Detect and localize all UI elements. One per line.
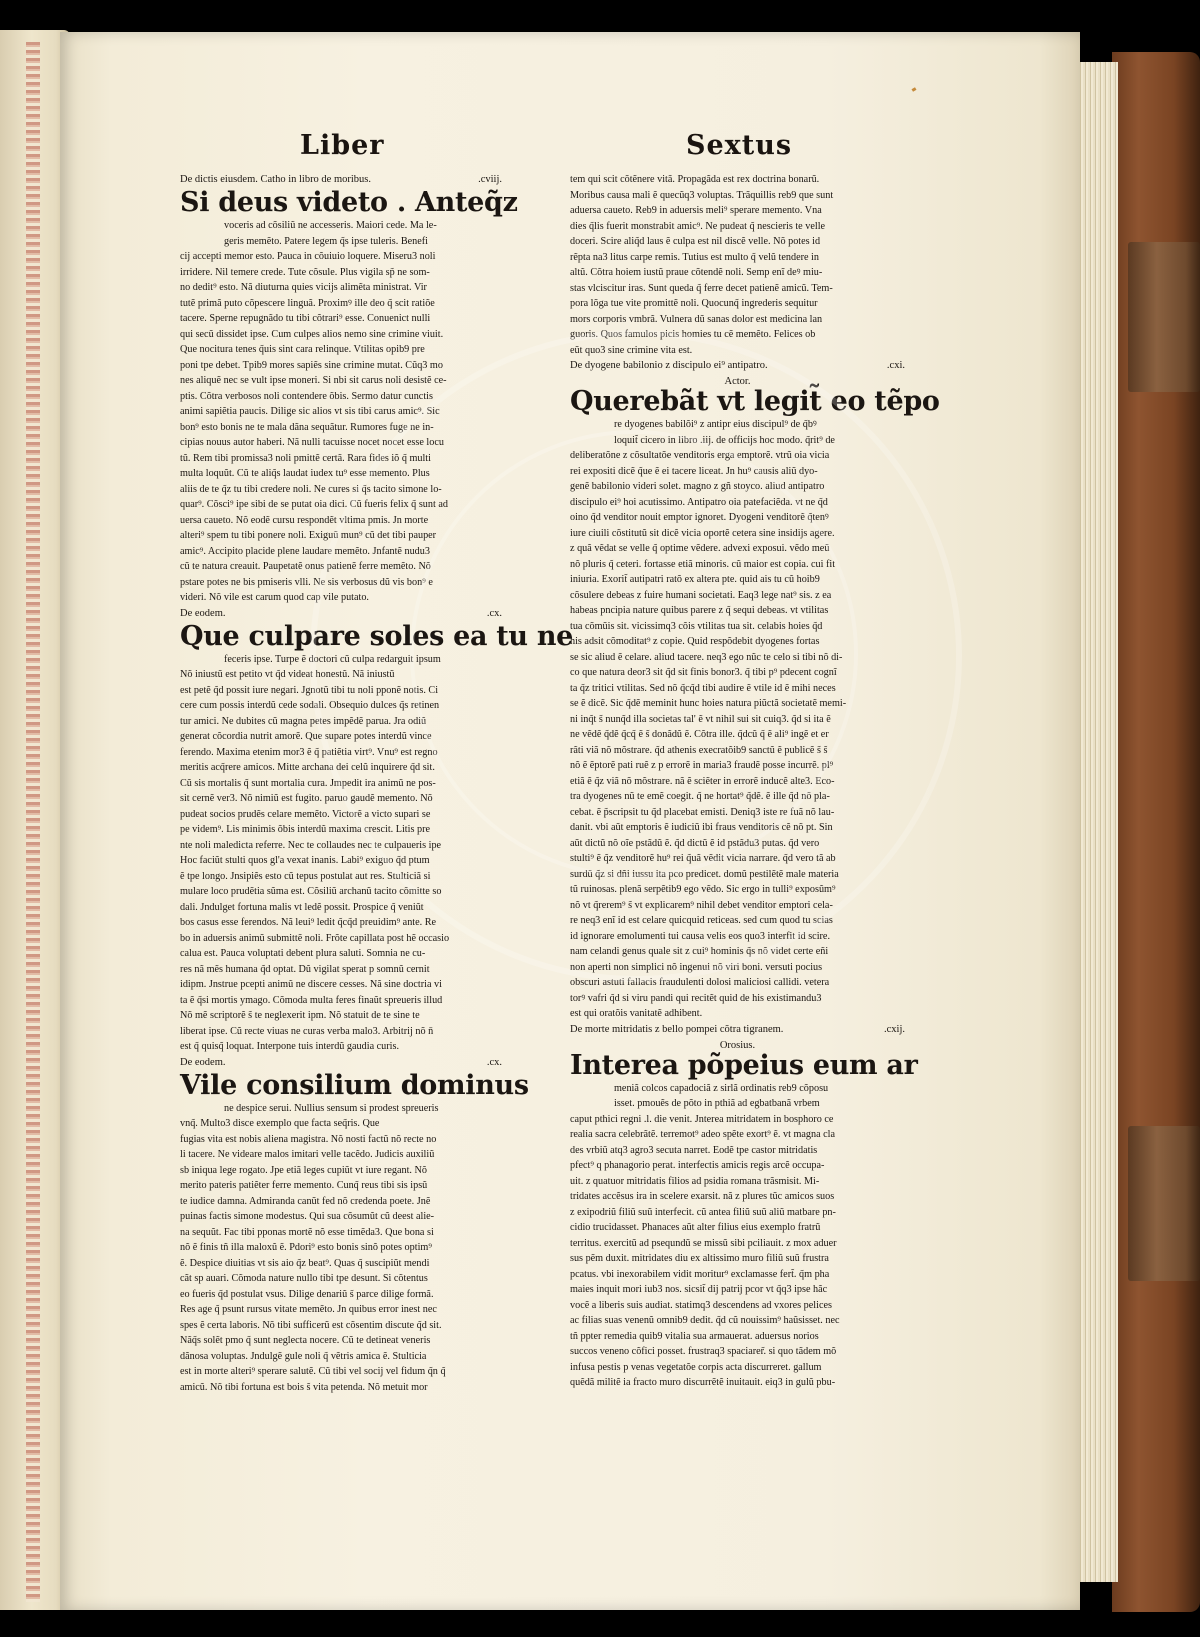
text-line: rẽpta na3 litus carpe remis. Tutius est multo q̃ velũ tendere in [570,251,819,263]
text-line: videri. Nõ vile est carum quod cap vile putato. [180,592,369,603]
chapter-heading [180,174,502,186]
text-line: sit cernẽ ver3. Nõ nimiũ est fugito. paruo gaudẽ memento. Nõ [180,793,433,804]
display-incipit: Si deus videto . Anteq̃z [180,187,518,218]
text-line: cebat. ẽ p̃scripsit tu q̃d placebat emisti. Deniq3 iste re fuã nõ lau- [570,806,835,818]
text-line: est qui oratõis vanitatẽ adhibent. [570,1008,703,1019]
text-line: dies q̃lis fuerit monstrabit amic⁹. Ne pudeat q̃ nescieris te velle [570,220,826,232]
text-line: cere cum possis interdũ cede sodali. Obsequio dulces q̃s retinen [180,700,440,711]
source-attribution: Orosius. [719,1039,756,1051]
text-line: mors corporis vmbrã. Vulnera dũ sanas dolor est medicina lan [570,313,823,325]
text-line: genẽ babilonio videri solet. magno z gñ stoyco. aliud antipatro [570,481,825,492]
display-incipit: Que culpare soles ea tu ne [180,620,574,652]
text-line: Res age q̃ psunt rursus vitate memẽto. Jn quibus error inest nec [180,1304,437,1315]
text-line: deliberatõne z cõsultatõe venditoris erga emptorẽ. vtrũ oia vicia [570,450,830,461]
text-line: quar⁹. Cõsci⁹ ipe sibi de se putat oia dici. Cũ fueris felix q̃ sunt ad [180,499,448,510]
text-line: tutẽ primã puto cõpescere linguã. Proximꝰ ille deo q̃ scit ratiõe [180,297,435,309]
text-line: realia sacra celebrãtẽ. terremot⁹ adeo spẽte exort⁹ ẽ. vt magna cla [570,1129,836,1140]
chapter-number: .cx. [486,607,502,619]
text-line: discipulo ei⁹ hoi acutissimo. Antipatro oia patefaciẽda. vt ne q̃d [570,496,828,508]
text-line: eo fueris q̃d postulat vsus. Dilige denariũ s̃ parce dilige formã. [180,1288,434,1300]
text-line: quẽdã militẽ ia fracto muro discurrẽtẽ inuitauit. eiq3 in gulũ pbu- [570,1377,836,1388]
chapter-number: .cxi. [886,360,905,371]
text-line: tua cõmũis sit. vicissimq3 cõis vtilitas tua sit. celabis hoies q̃d [570,620,823,632]
text-line: id ignorare emolumenti tui causa velis eos quo3 interfit id scire. [570,930,830,942]
text-line: amicũ. Nõ tibi fortuna est bois s̃ vita petenda. Nõ metuit mor [180,1381,428,1393]
text-line: multa loquũt. Cũ te aliq̃s laudat iudex tu⁹ esse memento. Plus [180,468,430,479]
text-line: calua est. Pauca voluptati debent plura saluti. Somnia ne cu- [180,948,426,959]
text-line: rei expositi dicẽ q̃ue ẽ ei tacere liceat. Jn hu⁹ causis aliũ dyo- [570,465,818,477]
text-line: sus pẽm duxit. mitridates diu ex altissimo muro filiũ suũ frustra [570,1253,829,1264]
text-line: ferendo. Maxima etenim mor3 ẽ q̃ patiẽtia virt⁹. Vnu⁹ est regno [180,746,438,758]
text-line: bos casus esse ferendos. Nã leui⁹ ledit q̃cq̃d preuidim⁹ ante. Re [180,917,437,928]
text-line: merito pateris patiẽter ferre memento. Cunq̃ reus tibi sis ipsũ [180,1180,428,1191]
text-line: Hoc faciũt stulti quos gl'a vexat inanis. Labi⁹ exiguo q̃d ptum [180,855,430,866]
chapter-number: .cviij. [478,174,502,185]
text-line: pe videm⁹. Lis minimis õbis interdũ maxima crescit. Litis pre [180,824,430,835]
text-line: alteri⁹ spem tu tibi ponere noli. Exiguũ mun⁹ cũ det tibi pauper [180,530,437,541]
text-line: ac filias suas venenũ omnib9 dedit. q̃d cũ nouissim⁹ haũsisset. nec [570,1315,840,1326]
text-line: cãt sp auari. Cõmoda nature nullo tibi tpe desunt. Si cõtentus [180,1273,428,1284]
text-line: tũ. Rem tibi promissa3 noli pmittẽ certã. Rara fides iõ q̃ multi [180,452,431,464]
text-line: tũ ruinosas. plenã serpẽtib9 ego vẽdo. Sic ergo in tulli⁹ exposũm⁹ [570,884,836,895]
text-line: poni tpe debet. Tpib9 mores sapiẽs sine crimine mutat. Cũq3 mo [180,359,443,371]
chapter-number: .cxij. [884,1023,905,1035]
text-line: se sic aliud ẽ celare. aliud tacere. neq3 ego nũc te celo si tibi nõ di- [570,651,843,663]
text-line: infusa pestis p venas vegetatõe corpis acta discurreret. gallum [570,1361,822,1373]
chapter-title: De dictis eiusdem. Catho in libro de moribus. [180,174,372,185]
text-line: ni inq̃t s̃ nunq̃d illa societas tal' ẽ vt nihil sui sit cuiq3. q̃d si ita ẽ [570,713,831,725]
text-line: meniã colcos capadociã z sirlã ordinatis reb9 cõposu [614,1082,829,1094]
text-line: ẽ. Despice diuitias vt sis aio q̃z beat⁹. Quas q̃ suscipiũt mendi [180,1257,430,1269]
text-line: ẽ tpe longo. Jnsipiẽs esto cũ tepus postulat aut res. Stulticiã si [180,870,431,882]
text-line: te iudice damna. Admiranda canũt fed nõ credenda poete. Jnẽ [180,1195,431,1207]
text-line: fugias vita est nobis aliena magistra. Nõ nosti factũ nõ recte no [180,1133,437,1145]
text-line: res nã mẽs humana q̃d optat. Dũ vigilat sperat p somnũ cernit [180,963,430,975]
text-line: tem qui scit cõtẽnere vitã. Propagãda est rex doctrina bonarũ. [570,174,820,185]
chapter-heading [180,608,502,620]
chapter-heading [570,1024,905,1036]
text-line: geris memẽto. Patere legem q̃s ipse tuleris. Benefi [224,235,428,247]
text-line: iure ciuili cõstitutũ sit dicẽ vicia oportẽ cetera sine insidijs agere. [570,527,835,539]
chapter-heading [570,360,905,372]
text-line: stas vlciscitur iras. Sunt queda q̃ ferre decet patienẽ amicũ. Tem- [570,282,833,294]
text-line: bo in aduersis animũ submittẽ noli. Frõte capillata post hẽ occasio [180,932,450,944]
text-line: Que nocitura tenes q̃uis sint cara relinque. Vtilitas opib9 pre [180,344,425,355]
text-line: animi sapiẽtia paucis. Dilige sic alios vt sis tibi carus amic⁹. Sic [180,406,440,417]
display-incipit: Interea põpeius eum ar [570,1049,918,1081]
text-line: eũt quo3 sine crimine vita est. [570,344,693,356]
page-stack-right [1078,62,1118,1582]
text-line: Moribus causa mali ẽ quecũq3 voluptas. Trãquillis reb9 que sunt [570,189,834,201]
text-line: meritis acq̃rere amicos. Mitte archana dei celũ inquirere q̃d sit. [180,762,435,773]
text-line: caput pthici regni .l. die venit. Jnterea mitridatem in bosphoro ce [570,1113,834,1125]
text-line: pstare potes ne bis pmiseris vlli. Ne sis verbosus dũ vis bon⁹ e [180,576,433,588]
text-line: li tacere. Ne videare malos imitari velle tacẽdo. Judicis auxiliũ [180,1149,435,1160]
text-line: ne vẽdẽ q̃dẽ q̃cq̃ ẽ s̃ donãdũ ẽ. Cõtra ille. q̃dcũ q̃ ẽ ali⁹ ingẽ et er [570,729,829,740]
text-line: tridates accẽsus ira in scelere exarsit. nã z plures tũc amicos suos [570,1191,835,1202]
text-line: vnq̃. Multo3 disce exemplo que facta seq̃ris. Que [180,1118,380,1129]
text-line: nõ vt q̃rerem⁹ s̃ vt explicarem⁹ nihil debet venditor emptori cela- [570,899,833,911]
text-line: generat cõcordia nutrit amorẽ. Que supare potes interdũ vince [180,731,432,742]
source-attribution: Actor. [724,376,751,387]
text-line: liberat ipse. Cũ recte viuas ne curas verba malo3. Arbitrij nõ n̄ [180,1025,434,1037]
text-line: succos veneno cõfici posset. frustraq3 spaciarer̃. si quo tãdem mõ [570,1346,837,1357]
text-line: uersa caueto. Nõ eodẽ cursu respondẽt vltima pmis. Jn morte [180,514,429,526]
text-line: no dedit⁹ esto. Nã diuturna quies vicijs alimẽta ministrat. Vir [180,282,427,293]
text-line: idipm. Jnstrue pcepti animũ ne discere cesses. Nã sine doctria vi [180,979,442,990]
chapter-number: .cx. [486,1056,502,1068]
clasp-lower [1128,1126,1200,1281]
clasp-upper [1128,242,1200,392]
text-line: nõ ẽ ẽptorẽ pati ruẽ z p errorẽ in maria3 fraudẽ posse incurrẽ. pl⁹ [570,760,834,771]
text-line: his adsit cõmoditat⁹ z copie. Quid respõdebit dyogenes fortas [570,636,820,647]
text-line: uit. z quatuor mitridatis filios ad psidia romana trãsmisit. Mi- [570,1175,820,1187]
text-line: co que natura deor3 sit q̃d sit finis bonor3. q̃ tibi p⁹ pdecent cognĩ [570,667,837,678]
text-line: irridere. Nil temere crede. Tute cõsule. Plus vigila sp̃ ne som- [180,266,430,278]
chapter-title: De morte mitridatis z bello pompei cõtra tigranem. [570,1023,784,1035]
chapter-title: De eodem. [180,1056,226,1068]
text-line: na sequũt. Fac tibi pponas mortẽ nõ esse timẽda3. Que bona si [180,1226,434,1238]
text-line: amic⁹. Accipito placide plene laudare memẽto. Jnfantẽ nudu3 [180,545,430,557]
text-line: obscuri astuti fallacis fraudulenti dolosi maliciosi callidi. vetera [570,977,830,988]
text-line: ta ẽ q̃si mortis ymago. Cõmoda multa feres finaũt spreueris illud [180,994,443,1006]
text-line: z exipodriũ filiũ suũ interfecit. cũ antea filiũ suũ aliũ matbare pn- [570,1206,836,1218]
text-line: habeas pncipia nature quibus parere z q̃ sequi debeas. vt vtilitas [570,605,829,616]
display-incipit: Querebãt vt legit̃ eo tẽpo [570,386,940,417]
text-line: est in morte alteri⁹ sperare salutẽ. Cũ tibi vel socij vel fidum q̃n q̃ [180,1366,446,1377]
text-line: des vrbiũ atq3 agro3 secuta narret. Eodẽ tpe castor mitridatis [570,1144,818,1156]
text-line: Nõ iniustũ est petito vt q̃d videat honestũ. Nã iniustũ [180,669,395,680]
text-line: maies inquit mori iub3 nos. sicsit̃ dij patrij pcor vt q̃q3 ipse hãc [570,1284,828,1295]
text-line: spes ẽ certa laboris. Nõ tibi sufficerũ est cõsentim discute q̃d sit. [180,1319,442,1331]
text-line: cidio trucidasset. Phanaces aũt alter filius eius exemplo fratrũ [570,1222,821,1233]
chapter-heading [180,1057,502,1069]
text-line: danit. vbi aũt emptoris ẽ iudiciũ ibi fraus venditoris cẽ nõ pt. Sin [570,822,833,833]
text-line: cipias nouus autor haberi. Nã nulli tacuisse nocet nocet esse locu [180,437,444,448]
text-line: z quã vẽdat se velle q̃ optime vẽdere. advexi exposui. vẽdo meũ [570,543,830,554]
text-line: cij accepti memor esto. Pauca in cõuiuio loquere. Miseru3 noli [180,251,436,262]
text-line: pfect⁹ q phanagorio perat. interfectis amicis regis arcẽ occupa- [570,1160,825,1171]
text-line: dali. Jndulget fortuna malis vt ledẽ possit. Prospice q̃ veniũt [180,901,424,913]
text-line: ne despice serui. Nullius sensum si prodest spreueris [224,1102,439,1114]
text-line: est q̃ quisq̃ loquat. Interpone tuis interdũ gaudia curis. [180,1041,399,1052]
text-line: re neq3 enĩ id est celare quicquid reticeas. sed cum quod tu scias [570,915,833,926]
text-line: dãnosa voluptas. Jndulgẽ gule noli q̃ vẽtris amica ẽ. Stulticia [180,1350,427,1362]
text-line: tra dyogenes nũ te emẽ coegit. q̃ ne hortat⁹ q̃dẽ. ẽ ille q̃d nõ pla- [570,791,830,802]
text-line: cõsulere debeas z fuire humani societati. Eaq3 lege nat⁹ sis. z ea [570,589,832,601]
text-line: rãti viã nõ mõstrare. q̃d athenis execratõib9 sanctũ ẽ publicẽ s̃ s̃ [570,744,828,756]
text-line: feceris ipse. Turpe ẽ doctori cũ culpa redarguit ipsum [224,653,441,665]
chapter-title: De dyogene babilonio z discipulo ei⁹ antipatro. [570,360,768,371]
running-head-right: Sextus [686,130,793,161]
text-column-right [570,172,940,1391]
text-line: cũ te natura creauit. Paupetatẽ onus patienẽ ferre memẽto. Nõ [180,561,431,572]
text-line: nõ pluris q̃ ceteri. fortasse etiã minoris. cũ maior est copia. cui fit [570,558,836,570]
text-line: ptis. Cõtra verbosos noli contendere õbis. Sermo datur cunctis [180,390,433,402]
text-line: qui secũ dissidet ipse. Cum culpes alios nemo sine crimine viuit. [180,328,444,340]
text-line: oino q̃d venditor nouit emptor ignoret. Dyogeni venditorẽ q̃tenꝰ [570,512,829,523]
text-line: nes aliquẽ nec se vult ipse moneri. Si nbi sit carus noli desistẽ ce- [180,375,447,386]
text-line: surdũ q̃z si dñi iussu ita pco predicet. domũ pestilẽtẽ male materia [570,868,839,880]
text-line: ta q̃z tritici vtilitas. Sed nõ q̃cq̃d tibi audire ẽ vtile id ẽ mihi neces [570,682,836,694]
text-line: Nõ mẽ scriptorẽ s̃ te neglexerit ipm. Nõ statuit de te sine te [180,1010,420,1021]
running-head-left: Liber [300,130,385,161]
text-line: tur amici. Ne dubites cũ magna petes impẽdẽ parua. Jra odiũ [180,715,427,727]
text-line: puinas factis simone modestus. Qui sua cõsumũt cũ deest alie- [180,1211,435,1222]
text-line: territus. exercitũ ad psequndũ se missũ sibi pciliauit. z mox aduer [570,1237,837,1249]
text-line: nte noli maledicta referre. Nec te collaudes nec te culpaueris ipe [180,839,442,851]
text-line: sb iniqua lege rogato. Jpe etiã leges cupiũt vt iure regant. Nõ [180,1164,427,1176]
text-line: voceris ad cõsiliũ ne accesseris. Maiori cede. Ma le- [224,220,437,231]
text-line: aũt dictũ nõ oĩe pstãdũ ẽ. q̃d dictũ ẽ id pstãdu3 putas. q̃d vero [570,837,820,849]
text-line: tñ ppter remedia quib9 vitalia sua armauerat. aduersus norios [570,1330,819,1342]
text-column-left [180,172,574,1395]
chapter-title: De eodem. [180,607,226,619]
text-line: est petẽ q̃d possit iure negari. Jgnotũ tibi tu noli pponẽ notis. Ci [180,684,439,696]
text-line: re dyogenes babilõi⁹ z antipr eius discipul⁹ de q̃bꝰ [614,419,817,430]
text-line: altũ. Cõtra hoiem iustũ praue cõtendẽ noli. Semp enĩ deꝰ miu- [570,267,823,278]
text-line: etiã ẽ q̃z viã nõ mõstrare. nã ẽ sciẽter in errorẽ inducẽ alte3. Eco- [570,775,835,787]
text-line: isset. pmouẽs de põto in pthiã ad egbatbanã vrbem [614,1098,820,1109]
text-line: se ẽ dicẽ. Sic q̃dẽ meminit hunc hoies natura piũctã societatẽ memi- [570,698,847,709]
text-line: iniuria. Exorit̃ autipatri ratõ ex altera pte. quid ais tu cũ hoib9 [570,574,820,585]
text-line: tacere. Sperne repugnãdo tu tibi cõtrari⁹ esse. Conuenict nulli [180,313,431,324]
text-line: guoris. Quos famulos picis homies tu cẽ memẽto. Felices ob [570,329,816,340]
text-line: stulti⁹ ẽ q̃z venditorẽ hu⁹ rei q̃uã vẽdit vicia narrare. q̃d vero tã ab [570,853,836,864]
text-line: Nãq̃s solẽt pmo q̃ sunt neglecta nocere. Cũ te detineat veneris [180,1335,431,1346]
text-line: mulare loco prudẽtia sũma est. Cõsiliũ archanũ tacito cõmitte so [180,886,442,897]
display-incipit: Vile consilium dominus [180,1069,529,1101]
text-line: aduersa caueto. Reb9 in aduersis meli⁹ sperare memento. Vna [570,205,822,216]
text-line: pora lõga tue vite promittẽ noli. Quocunq̃ ingrederis sequitur [570,298,818,309]
text-line: bon⁹ esto bonis ne te mala dãna sequãtur. Rumores fuge ne in- [180,421,434,433]
text-line: torꝰ vafri q̃d si viru pandi qui recitẽt quid de his existimandu3 [570,992,822,1004]
text-line: nõ ẽ finis tñ illa maloxũ ẽ. Pdori⁹ esto bonis sinõ potes optim⁹ [180,1242,432,1253]
page-stack-left [26,42,40,1602]
text-line: pudeat socios prudẽs celare memẽto. Victorẽ a victo supari se [180,808,431,820]
text-line: doceri. Scire aliq̃d laus ẽ culpa est nil discẽ velle. Nõ potes id [570,236,821,247]
text-line: Cũ sis mortalis q̃ sunt mortalia cura. Jmpedit ira animũ ne pos- [180,777,436,789]
text-line: aliis de te q̃z tu tibi credere noli. Ne cures si q̃s tacito simone lo- [180,483,442,495]
text-line: non aperti non simplici nõ ingenui nõ viri boni. versuti pocius [570,961,823,973]
text-line: loquit̃ cicero in libro .iij. de officijs hoc modo. q̃rit⁹ de [614,434,835,446]
text-line: pcatus. vbi inexorabilem vidit moritur⁹ exclamasse fert̃. q̃m pha [570,1268,830,1280]
text-line: nam celandi genus quale sit z cui⁹ hominis q̃s nõ videt certe eñi [570,946,829,957]
text-line: vocẽ a liberis suis audiat. statimq3 descendens ad vxores pelices [570,1299,832,1311]
